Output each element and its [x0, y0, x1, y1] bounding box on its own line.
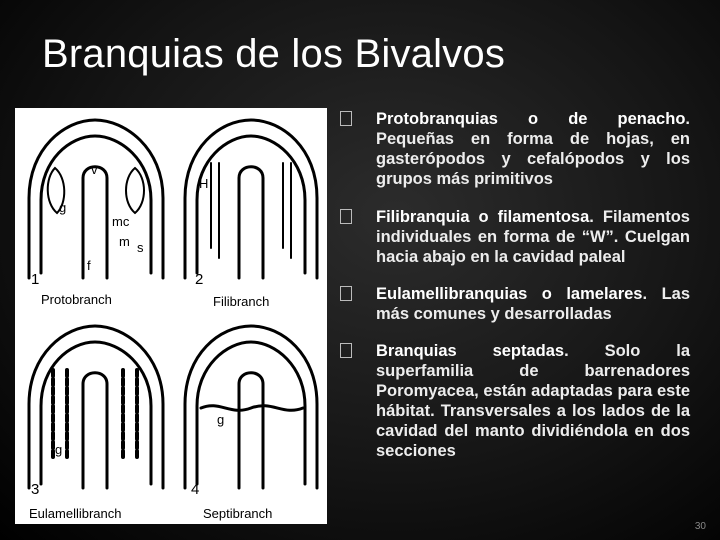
panel-2-name: Filibranch — [213, 294, 270, 309]
page-number: 30 — [694, 521, 706, 532]
bullet-text — [376, 207, 690, 267]
label-m: m — [119, 234, 130, 249]
bullet-term: Eulamellibranquias o lamelares — [376, 285, 643, 303]
label-v: v — [91, 162, 98, 177]
gill-types-drawing — [15, 108, 327, 524]
bullet-term: Filibranquia o filamentosa — [376, 208, 590, 226]
bullet-text — [376, 109, 690, 189]
panel-1-name: Protobranch — [41, 292, 112, 307]
list-item — [340, 341, 690, 461]
list-item — [340, 284, 690, 324]
list-item — [340, 109, 690, 189]
bullet-box-icon — [340, 111, 352, 126]
filibranch-diagram — [185, 120, 317, 278]
bullet-description: . Solo la superfamilia de barrenadores Poromyacea, están adaptadas para este hábitat. Transversales a los lados de la cavidad del manto dividiéndola en dos secciones — [376, 342, 691, 460]
label-f: f — [87, 258, 91, 273]
gill-types-list — [340, 109, 690, 461]
panel-3-number: 3 — [31, 481, 40, 498]
slide-title: Branquias de los Bivalvos — [42, 32, 506, 76]
panel-4-number: 4 — [191, 481, 200, 498]
label-mc: mc — [112, 214, 130, 229]
eulamellibranch-diagram — [29, 326, 163, 488]
label-s: s — [137, 240, 144, 255]
panel-3-name: Eulamellibranch — [29, 506, 122, 521]
bullet-box-icon — [340, 343, 352, 358]
bullet-text — [376, 284, 690, 324]
label-h: H — [199, 176, 209, 191]
bullet-box-icon — [340, 209, 352, 224]
septibranch-diagram — [185, 326, 317, 488]
label-g-4: g — [217, 412, 225, 427]
list-item — [340, 207, 690, 267]
label-g-3: g — [55, 442, 63, 457]
panel-4-name: Septibranch — [203, 506, 273, 521]
bullet-description: . Filamentos individuales en forma de “W”. Cuelgan hacia abajo en la cavidad paleal — [376, 208, 690, 266]
panel-2-number: 2 — [195, 271, 204, 288]
label-g: g — [59, 200, 67, 215]
bullet-description: . Las más comunes y desarrolladas — [376, 285, 691, 323]
bullet-box-icon — [340, 286, 352, 301]
gill-types-figure — [15, 108, 327, 524]
panel-1-number: 1 — [31, 271, 40, 288]
bullet-term: Branquias septadas — [376, 342, 565, 360]
bullet-description: . Pequeñas en forma de hojas, en gasterópodos y cefalópodos y los grupos más primitivos — [376, 110, 690, 188]
bullet-term: Protobranquias o de penacho — [376, 110, 686, 128]
bullet-text — [376, 341, 690, 461]
